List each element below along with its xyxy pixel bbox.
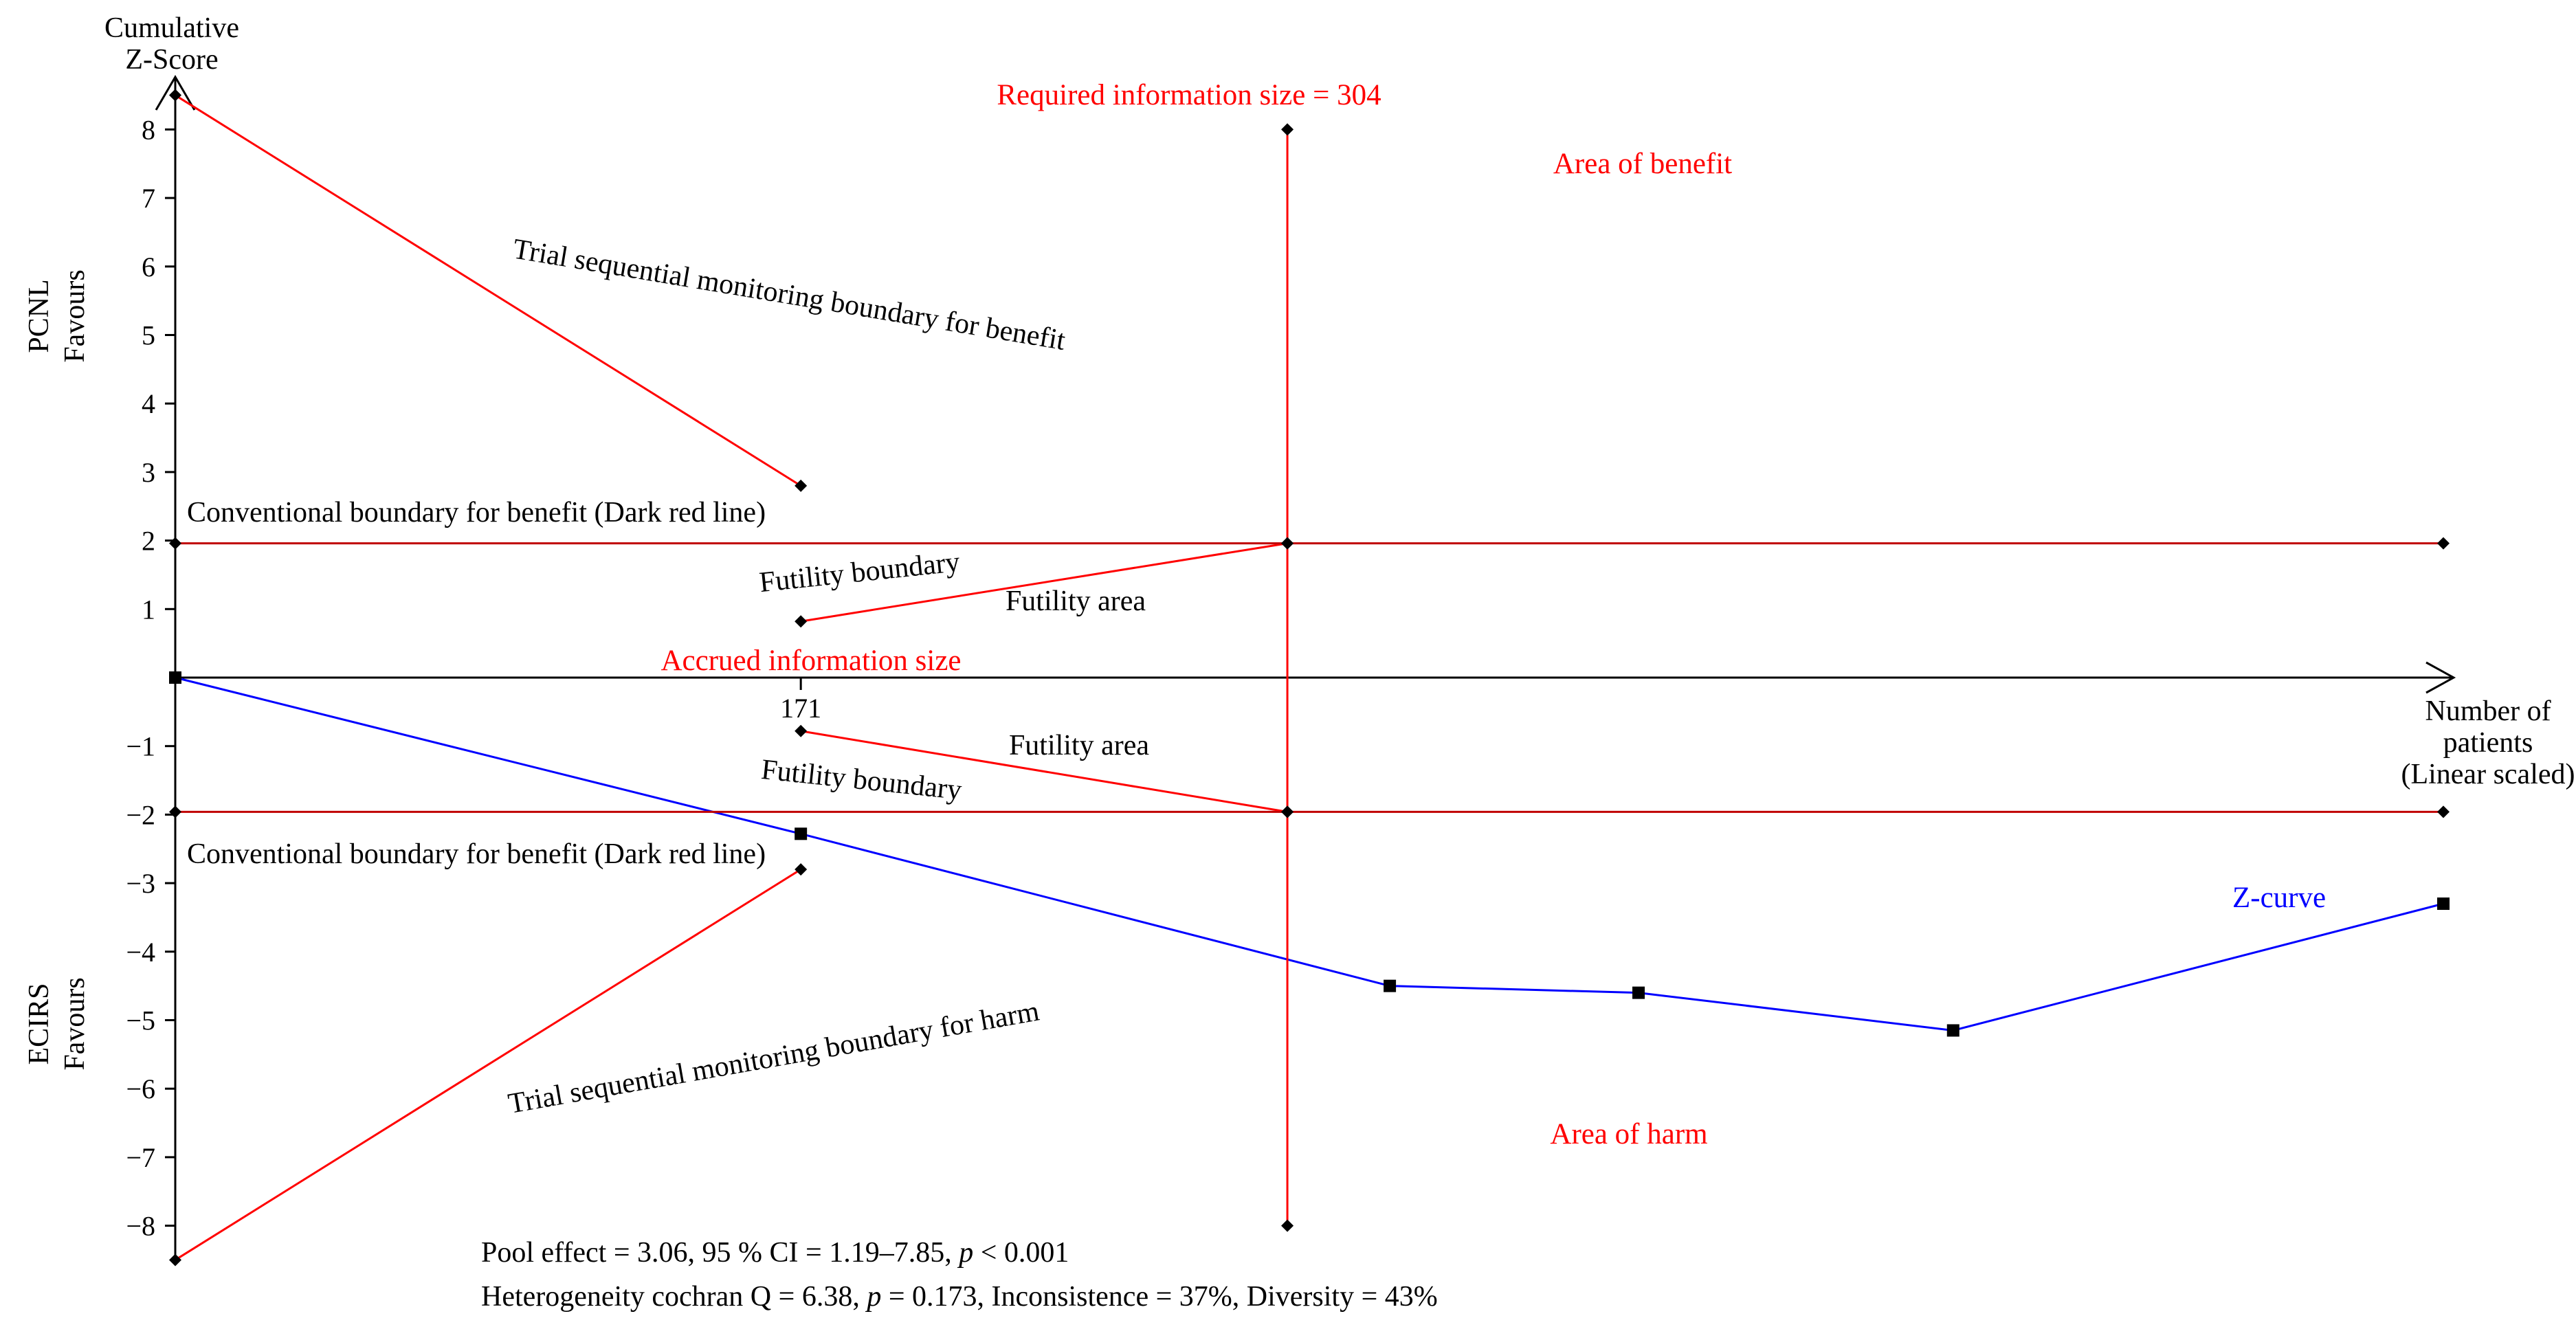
heterogeneity-stats: Heterogeneity cochran Q = 6.38, p = 0.173, Inconsistence = 37%, Diversity = 43% bbox=[481, 1281, 1438, 1313]
pool-effect-stats: Pool effect = 3.06, 95 % CI = 1.19–7.85, p < 0.001 bbox=[481, 1237, 1069, 1269]
y-tick-label: 6 bbox=[142, 251, 155, 282]
side-label-top-line2: Favours bbox=[59, 269, 91, 363]
z-curve-point bbox=[1384, 980, 1396, 992]
side-label-bottom-line1: ECIRS bbox=[23, 983, 55, 1065]
y-tick-label: −2 bbox=[126, 799, 155, 831]
conventional-boundary-upper-label: Conventional boundary for benefit (Dark red line) bbox=[187, 497, 766, 528]
y-tick-label: 5 bbox=[142, 320, 155, 351]
required-info-label: Required information size = 304 bbox=[997, 79, 1381, 111]
y-tick-label: −8 bbox=[126, 1210, 155, 1242]
y-tick-label: −7 bbox=[126, 1141, 155, 1173]
y-tick-label: −3 bbox=[126, 868, 155, 900]
tsm-benefit-label: Trial sequential monitoring boundary for benefit bbox=[511, 233, 1068, 357]
y-tick-label: 8 bbox=[142, 114, 155, 146]
z-curve-point bbox=[795, 827, 807, 840]
y-tick-label: −4 bbox=[126, 936, 155, 968]
y-tick-label: 3 bbox=[142, 456, 155, 488]
z-curve-point bbox=[2437, 897, 2450, 910]
side-label-bottom-line2: Favours bbox=[59, 977, 91, 1071]
y-tick-label: 2 bbox=[142, 525, 155, 557]
futility-area-lower-label: Futility area bbox=[1008, 730, 1150, 761]
y-tick-label: −6 bbox=[126, 1073, 155, 1105]
y-tick-label: 1 bbox=[142, 594, 155, 625]
futility-area-upper-label: Futility area bbox=[1005, 586, 1146, 617]
y-axis-title-line2: Z-Score bbox=[125, 44, 219, 76]
y-axis-title-line1: Cumulative bbox=[104, 12, 239, 44]
tsm-harm-label: Trial sequential monitoring boundary for harm bbox=[505, 995, 1042, 1120]
x-axis-title-line1: Number of bbox=[2425, 695, 2551, 727]
z-curve-label: Z-curve bbox=[2232, 882, 2327, 914]
futility-boundary-upper-label: Futility boundary bbox=[757, 546, 962, 599]
area-of-harm-label: Area of harm bbox=[1550, 1118, 1708, 1150]
y-tick-label: 7 bbox=[142, 183, 155, 214]
y-tick-label: 4 bbox=[142, 388, 155, 420]
area-of-benefit-label: Area of benefit bbox=[1553, 148, 1733, 180]
side-label-top-line1: PCNL bbox=[23, 279, 55, 353]
x-tick-label: 171 bbox=[780, 693, 822, 724]
z-curve-point bbox=[1632, 987, 1645, 999]
futility-boundary-lower-label: Futility boundary bbox=[759, 753, 964, 807]
x-axis-title-line2: patients bbox=[2443, 727, 2533, 759]
accrued-info-label: Accrued information size bbox=[660, 645, 962, 677]
conventional-boundary-lower-label: Conventional boundary for benefit (Dark red line) bbox=[187, 838, 766, 870]
z-curve-point bbox=[169, 671, 181, 684]
z-curve-point bbox=[1947, 1024, 1959, 1036]
y-tick-label: −5 bbox=[126, 1005, 155, 1036]
y-tick-label: −1 bbox=[126, 731, 155, 762]
x-axis-title-line3: (Linear scaled) bbox=[2401, 759, 2575, 790]
